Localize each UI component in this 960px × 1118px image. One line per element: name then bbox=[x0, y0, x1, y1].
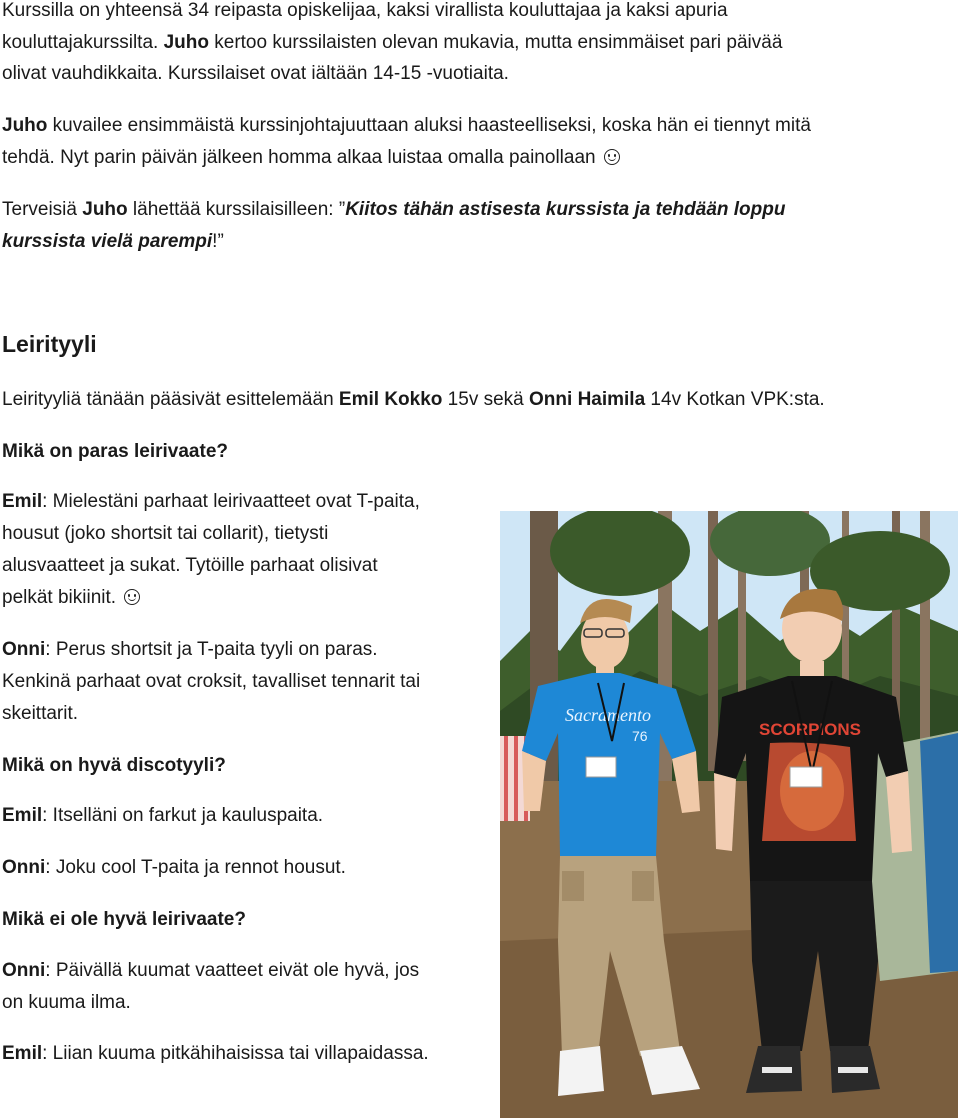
answer bbox=[2, 800, 492, 832]
intro-paragraph bbox=[2, 0, 952, 90]
smiley-icon bbox=[124, 589, 140, 605]
photo-illustration bbox=[500, 511, 958, 1118]
smiley-icon bbox=[604, 149, 620, 165]
question-text: Mikä on paras leirivaate? bbox=[2, 441, 228, 462]
answer-text: on kuuma ilma. bbox=[2, 992, 131, 1013]
answer-text: housut (joko shortsit tai collarit), tietysti bbox=[2, 523, 329, 544]
greetings-paragraph bbox=[2, 194, 952, 258]
intro-line bbox=[2, 58, 952, 90]
paragraph-text: 14v Kotkan VPK:sta. bbox=[645, 389, 825, 410]
answer-text: : Liian kuuma pitkähihaisissa tai villapaidassa. bbox=[42, 1043, 429, 1064]
person-name: Juho bbox=[2, 115, 48, 136]
person-name: Emil bbox=[2, 491, 43, 512]
intro-text: olivat vauhdikkaita. Kurssilaiset ovat iältään 14-15 -vuotiaita. bbox=[2, 63, 509, 84]
answer-text: Kenkinä parhaat ovat croksit, tavalliset tennarit tai bbox=[2, 671, 421, 692]
section-intro bbox=[2, 384, 952, 416]
paragraph-text: Terveisiä bbox=[2, 199, 83, 220]
person-name: Onni bbox=[2, 639, 46, 660]
paragraph-text: Leirityyliä tänään pääsivät esittelemään bbox=[2, 389, 339, 410]
answer-text: alusvaatteet ja sukat. Tytöille parhaat olisivat bbox=[2, 555, 378, 576]
person-name: Juho bbox=[163, 31, 209, 53]
answer bbox=[2, 955, 472, 1019]
question-text: Mikä on hyvä discotyyli? bbox=[2, 755, 226, 776]
campers-photo bbox=[500, 511, 958, 1118]
question bbox=[2, 750, 492, 782]
answer-text: : Päivällä kuumat vaatteet eivät ole hyvä, jos bbox=[45, 960, 420, 981]
intro-line bbox=[2, 0, 952, 27]
intro-line bbox=[2, 27, 952, 59]
person-name: Juho bbox=[82, 199, 128, 220]
person-name: Emil bbox=[2, 1043, 43, 1064]
leader-paragraph bbox=[2, 110, 952, 174]
answer-text: : Perus shortsit ja T-paita tyyli on paras. bbox=[45, 639, 378, 660]
answer bbox=[2, 852, 492, 884]
question bbox=[2, 904, 492, 936]
person-name: Onni bbox=[2, 857, 46, 878]
quote-text: kurssista vielä parempi bbox=[2, 231, 213, 252]
person-name: Emil bbox=[2, 805, 43, 826]
answer-text: pelkät bikiinit. bbox=[2, 587, 122, 608]
person-name: Onni bbox=[2, 960, 46, 981]
answer bbox=[2, 486, 482, 614]
paragraph-text: lähettää kurssilaisilleen: ” bbox=[127, 199, 346, 220]
answer-text: : Itselläni on farkut ja kauluspaita. bbox=[42, 805, 324, 826]
paragraph-text: kuvailee ensimmäistä kurssinjohtajuuttaan aluksi haasteelliseksi, koska hän ei tiennyt mitä bbox=[47, 115, 811, 136]
question-text: Mikä ei ole hyvä leirivaate? bbox=[2, 909, 246, 930]
paragraph-text: tehdä. Nyt parin päivän jälkeen homma alkaa luistaa omalla painollaan bbox=[2, 147, 601, 168]
paragraph-text: 15v sekä bbox=[442, 389, 530, 410]
intro-text: kouluttajakurssilta. bbox=[2, 31, 164, 53]
quote-text: Kiitos tähän astisesta kurssista ja tehdään loppu bbox=[345, 199, 786, 220]
question bbox=[2, 436, 492, 468]
intro-text: kertoo kurssilaisten olevan mukavia, mutta ensimmäiset pari päivää bbox=[208, 31, 783, 53]
answer bbox=[2, 1038, 502, 1070]
person-name: Emil Kokko bbox=[338, 389, 443, 410]
person-name: Onni Haimila bbox=[529, 389, 646, 410]
intro-text: Kurssilla on yhteensä 34 reipasta opiskelijaa, kaksi virallista kouluttajaa ja kaksi apuria bbox=[2, 0, 728, 21]
shirt-print-right: SCORPIONS bbox=[758, 720, 862, 739]
answer-text: : Mielestäni parhaat leirivaatteet ovat T-paita, bbox=[42, 491, 420, 512]
answer-text: skeittarit. bbox=[2, 703, 79, 724]
answer bbox=[2, 634, 482, 730]
shirt-number-left: 76 bbox=[632, 728, 648, 744]
shirt-print-left: Sacramento bbox=[565, 705, 651, 725]
paragraph-text: !” bbox=[212, 231, 224, 252]
section-heading: Leirityyli bbox=[2, 331, 97, 357]
answer-text: : Joku cool T-paita ja rennot housut. bbox=[45, 857, 346, 878]
